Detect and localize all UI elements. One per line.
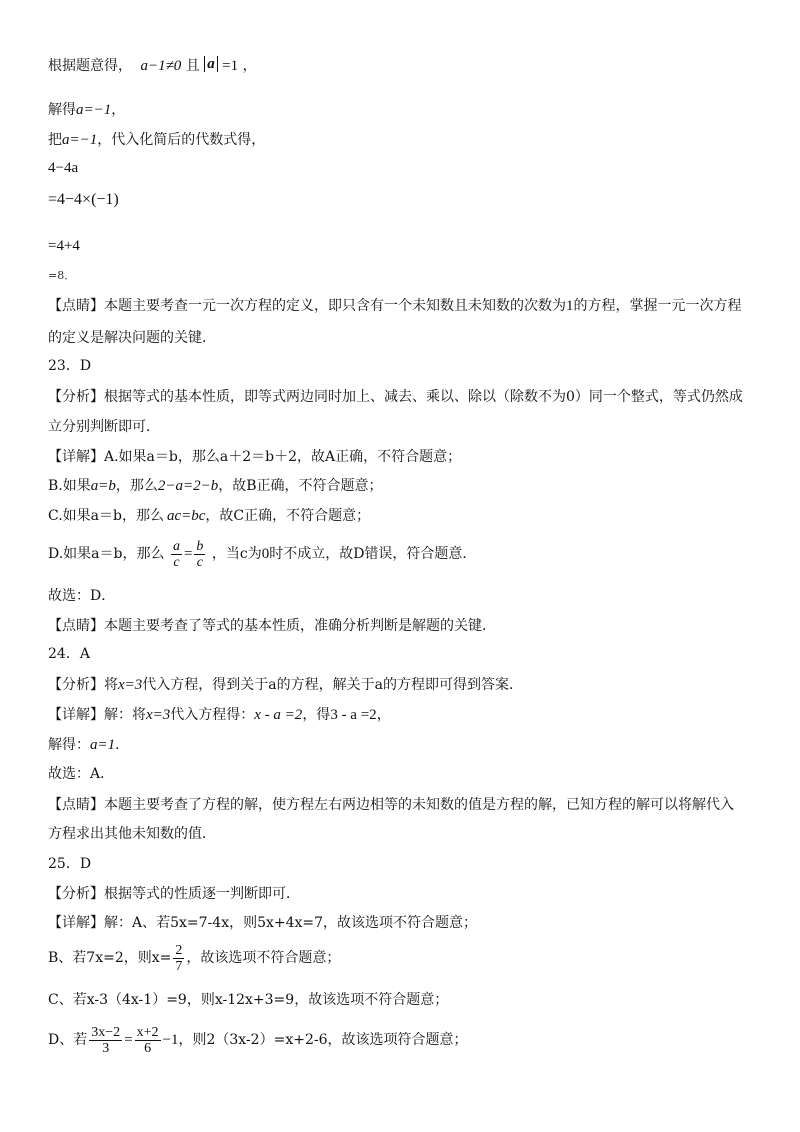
text: ． xyxy=(115,737,130,753)
denominator: 7 xyxy=(175,958,183,974)
text: ， xyxy=(111,102,126,118)
q25-detail-a: 【详解】解：A、若5x=7-4x，则5x+4x=7，故该选项不符合题意； xyxy=(48,915,478,931)
text: D.如果a＝b，那么 xyxy=(48,546,165,562)
text: 【分析】将 xyxy=(48,677,118,693)
numerator: 3x−2 xyxy=(91,1024,121,1040)
math: a=−1 xyxy=(62,132,98,148)
q23-detail-d xyxy=(48,536,476,572)
fraction-left xyxy=(89,1025,122,1056)
q24-analysis xyxy=(48,675,523,695)
math: 2−a=2−b xyxy=(157,478,219,494)
denominator: 6 xyxy=(144,1040,152,1056)
q25-detail-d xyxy=(48,1022,468,1058)
math: 1 xyxy=(566,298,574,314)
math: x - a =2 xyxy=(254,707,303,723)
text: 解得 xyxy=(48,102,76,118)
text: ， xyxy=(242,58,257,74)
math: x=3 xyxy=(146,707,171,723)
text: ，则2（3x-2）=x+2-6，故该选项符合题意； xyxy=(178,1032,468,1048)
text: 的方程，掌握一元一次方程 xyxy=(573,298,742,314)
q23-detail-c xyxy=(48,506,370,526)
calc-line-4: =8． xyxy=(48,269,76,282)
note-line-1 xyxy=(48,296,742,316)
denominator: c xyxy=(173,554,180,570)
denominator: c xyxy=(196,554,204,570)
math: a−1≠0 xyxy=(140,58,182,74)
q25-detail-b xyxy=(48,940,340,976)
text: 解得： xyxy=(48,737,90,753)
text: ，故该选项不符合题意； xyxy=(186,950,341,966)
text: ，得 xyxy=(302,707,331,723)
q23-analysis-1: 【分析】根据等式的基本性质，即等式两边同时加上、减去、乘以、除以（除数不为0）同一个整式，等式仍然成 xyxy=(48,389,743,405)
text: B.如果 xyxy=(48,478,91,494)
math: = xyxy=(124,1032,133,1048)
calc-line-2: =4−4×(−1) xyxy=(48,191,119,208)
q23-detail-a: 【详解】A.如果a＝b，那么a＋2＝b＋2，故A正确，不符合题意； xyxy=(48,449,462,465)
text: C.如果a＝b，那么 xyxy=(48,508,164,524)
fraction-2-over-7 xyxy=(173,943,184,974)
text: 时不成立，故D错误，符合题意． xyxy=(269,546,477,562)
absolute-value: a xyxy=(204,56,218,72)
q23-heading: 23．D xyxy=(48,358,92,374)
q25-analysis: 【分析】根据等式的性质逐一判断即可． xyxy=(48,886,300,902)
math: = xyxy=(183,546,193,562)
q25-detail-c: C、若x-3（4x-1）=9，则x-12x+3=9，故该选项不符合题意； xyxy=(48,992,449,1008)
denominator: 3 xyxy=(102,1040,110,1056)
text: ，故C正确，不符合题意； xyxy=(205,508,371,524)
q23-detail-b xyxy=(48,476,383,496)
text: ，当c为 xyxy=(211,546,262,562)
math: a=1 xyxy=(90,737,116,753)
numerator: 2 xyxy=(175,942,183,958)
math: 3 - a =2 xyxy=(330,707,377,723)
fraction-b-over-c xyxy=(194,539,205,570)
text: 根据题意得， xyxy=(48,58,132,74)
text: ，故B正确，不符合题意； xyxy=(218,478,383,494)
text: 代入方程，得到关于a的方程，解关于a的方程即可得到答案． xyxy=(142,677,523,693)
text: ， xyxy=(376,707,391,723)
numerator: x+2 xyxy=(136,1024,159,1040)
math: a=−1 xyxy=(76,102,112,118)
math: 0 xyxy=(261,546,270,562)
text: D、若 xyxy=(48,1032,88,1048)
text: 且 xyxy=(185,58,200,74)
q24-note-2: 方程求出其他未知数的值． xyxy=(48,826,216,842)
text: 把 xyxy=(48,132,62,148)
solution-line-3 xyxy=(48,130,265,150)
solution-line-2 xyxy=(48,100,125,120)
text: ，代入化简后的代数式得， xyxy=(97,132,266,148)
q24-note-1: 【点睛】本题主要考查了方程的解，使方程左右两边相等的未知数的值是方程的解，已知方程的解可以将解代入 xyxy=(48,797,734,813)
solution-line-1 xyxy=(48,56,257,76)
q23-selection: 故选：D． xyxy=(48,588,116,604)
fraction-right xyxy=(135,1025,161,1056)
q24-detail-1 xyxy=(48,705,391,725)
math: a=b xyxy=(90,478,116,494)
calc-line-1: 4−4a xyxy=(48,160,79,176)
text: 【点睛】本题主要考查一元一次方程的定义，即只含有一个未知数且未知数的次数为 xyxy=(48,298,566,314)
text: 代入方程得： xyxy=(170,707,255,723)
numerator: a xyxy=(172,538,180,554)
q24-selection: 故选：A． xyxy=(48,766,115,782)
text: ，那么 xyxy=(115,478,158,494)
q23-note: 【点睛】本题主要考查了等式的基本性质，准确分析判断是解题的关键． xyxy=(48,618,496,634)
q25-heading: 25．D xyxy=(48,856,92,872)
q23-analysis-2: 立分别判断即可． xyxy=(48,419,160,435)
math: =1 xyxy=(222,58,239,74)
text: B、若7x=2，则x= xyxy=(48,950,172,966)
math: −1 xyxy=(162,1032,179,1048)
q24-heading: 24．A xyxy=(48,646,90,662)
math: x=3 xyxy=(118,677,143,693)
math: ac=bc xyxy=(166,508,206,524)
q24-detail-2 xyxy=(48,735,129,755)
calc-line-3: =4+4 xyxy=(48,238,80,254)
numerator: b xyxy=(196,538,204,554)
note-line-2: 的定义是解决问题的关键． xyxy=(48,330,216,346)
text: 【详解】解：将 xyxy=(48,707,146,723)
fraction-a-over-c xyxy=(171,539,182,570)
